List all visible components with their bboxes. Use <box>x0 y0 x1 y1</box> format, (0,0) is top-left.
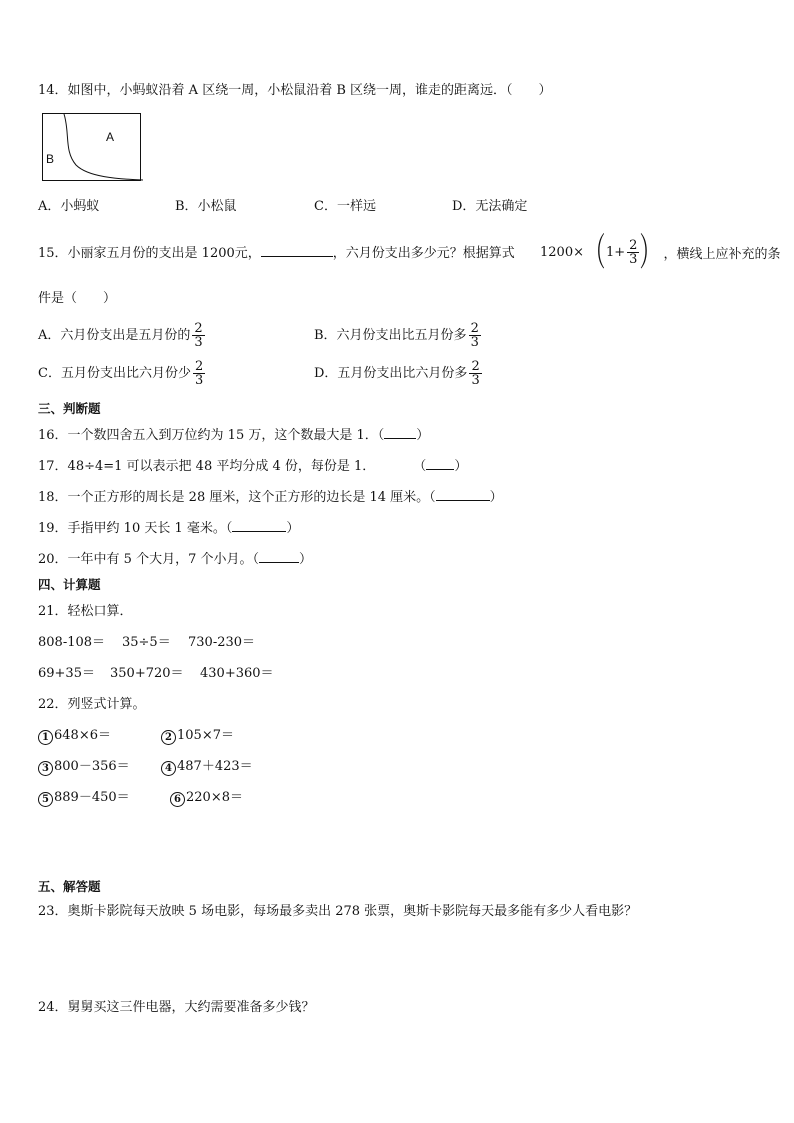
q15-line1 <box>38 244 515 263</box>
q14-figure <box>42 113 144 183</box>
formula-prefix: 1200× <box>540 244 584 260</box>
q15-blank <box>261 244 333 257</box>
oral-calc-item: 69+35＝ <box>38 666 95 681</box>
oral-calc-item: 730-230＝ <box>188 635 256 650</box>
region-a-label: A <box>106 130 115 144</box>
vertical-calc-item: 5 889－450＝ <box>38 789 130 807</box>
oral-calc-item: 430+360＝ <box>200 666 274 681</box>
q15-option-a: A．六月份支出是五月份的 $\frac{2}{3}$ <box>38 321 203 350</box>
q15-line2: 件是（ ） <box>38 291 117 306</box>
oral-calc-item: 35÷5＝ <box>122 635 171 650</box>
section-4-heading: 四、计算题 <box>38 577 101 592</box>
section-3-heading: 三、判断题 <box>38 401 101 416</box>
answer-blank <box>259 550 299 563</box>
q14-option-b: B．小松鼠 <box>175 199 237 214</box>
q14-text: 14．如图中，小蚂蚁沿着 A 区绕一周，小松鼠沿着 B 区绕一周，谁走的距离远．（ ） <box>38 83 552 98</box>
answer-blank <box>426 457 454 470</box>
q14-option-a: A．小蚂蚁 <box>38 199 100 214</box>
vertical-calc-item: 6 220×8＝ <box>170 789 243 807</box>
formula-one-plus: 1+ <box>606 244 626 260</box>
q14-option-d: D．无法确定 <box>452 199 528 214</box>
q19: 19．手指甲约 10 天长 1 毫米。（ ） <box>38 521 300 536</box>
answer-blank <box>384 426 416 439</box>
oral-calc-item: 808-108＝ <box>38 635 106 650</box>
formula-fraction: $\frac{2}{3}$ <box>629 237 638 267</box>
vertical-calc-item: 4 487＋423＝ <box>161 758 253 776</box>
q15-option-d: D．五月份支出比六月份多 $\frac{2}{3}$ <box>314 359 480 388</box>
q23: 23．奥斯卡影院每天放映 5 场电影，每场最多卖出 278 张票，奥斯卡影院每天最多能有多少人看电影？ <box>38 904 638 919</box>
fraction: $\frac{2}{3}$ <box>194 321 203 350</box>
q22-title: 22．列竖式计算。 <box>38 697 146 712</box>
region-b-label: B <box>46 152 55 166</box>
q16: 16．一个数四舍五入到万位约为 15 万，这个数最大是 1．（ ） <box>38 428 430 443</box>
formula-open-paren: （ <box>584 230 606 274</box>
q15-text-mid: ，六月份支出多少元？根据算式 <box>332 246 515 261</box>
formula-close-paren: ） <box>640 230 661 274</box>
q15-option-b: B．六月份支出比五月份多 $\frac{2}{3}$ <box>314 321 479 350</box>
vertical-calc-item: 2 105×7＝ <box>161 727 234 745</box>
oral-calc-item: 350+720＝ <box>110 666 184 681</box>
section-5-heading: 五、解答题 <box>38 879 101 894</box>
q21-title: 21．轻松口算． <box>38 604 133 619</box>
q24: 24．舅舅买这三件电器，大约需要准备多少钱？ <box>38 1000 315 1015</box>
fraction: $\frac{2}{3}$ <box>470 321 479 350</box>
vertical-calc-item: 1 648×6＝ <box>38 727 111 745</box>
fraction: $\frac{2}{3}$ <box>194 359 204 388</box>
q20: 20．一年中有 5 个大月，7 个小月。（ ） <box>38 552 312 567</box>
q14-option-c: C．一样远 <box>314 199 376 214</box>
q15-text-before: 15．小丽家五月份的支出是 1200元， <box>38 246 261 261</box>
q15-option-c: C．五月份支出比六月份少 $\frac{2}{3}$ <box>38 359 204 388</box>
answer-blank <box>436 488 490 501</box>
fraction: $\frac{2}{3}$ <box>471 359 480 388</box>
vertical-calc-item: 3 800－356＝ <box>38 758 130 776</box>
q15-formula <box>540 232 780 272</box>
q18: 18．一个正方形的周长是 28 厘米，这个正方形的边长是 14 厘米。（ ） <box>38 490 503 505</box>
q17: 17．48÷4=1 可以表示把 48 平均分成 4 份，每份是 1． （ ） <box>38 459 468 474</box>
answer-blank <box>232 519 286 532</box>
q15-text-after: ，横线上应补充的条 <box>663 246 781 262</box>
